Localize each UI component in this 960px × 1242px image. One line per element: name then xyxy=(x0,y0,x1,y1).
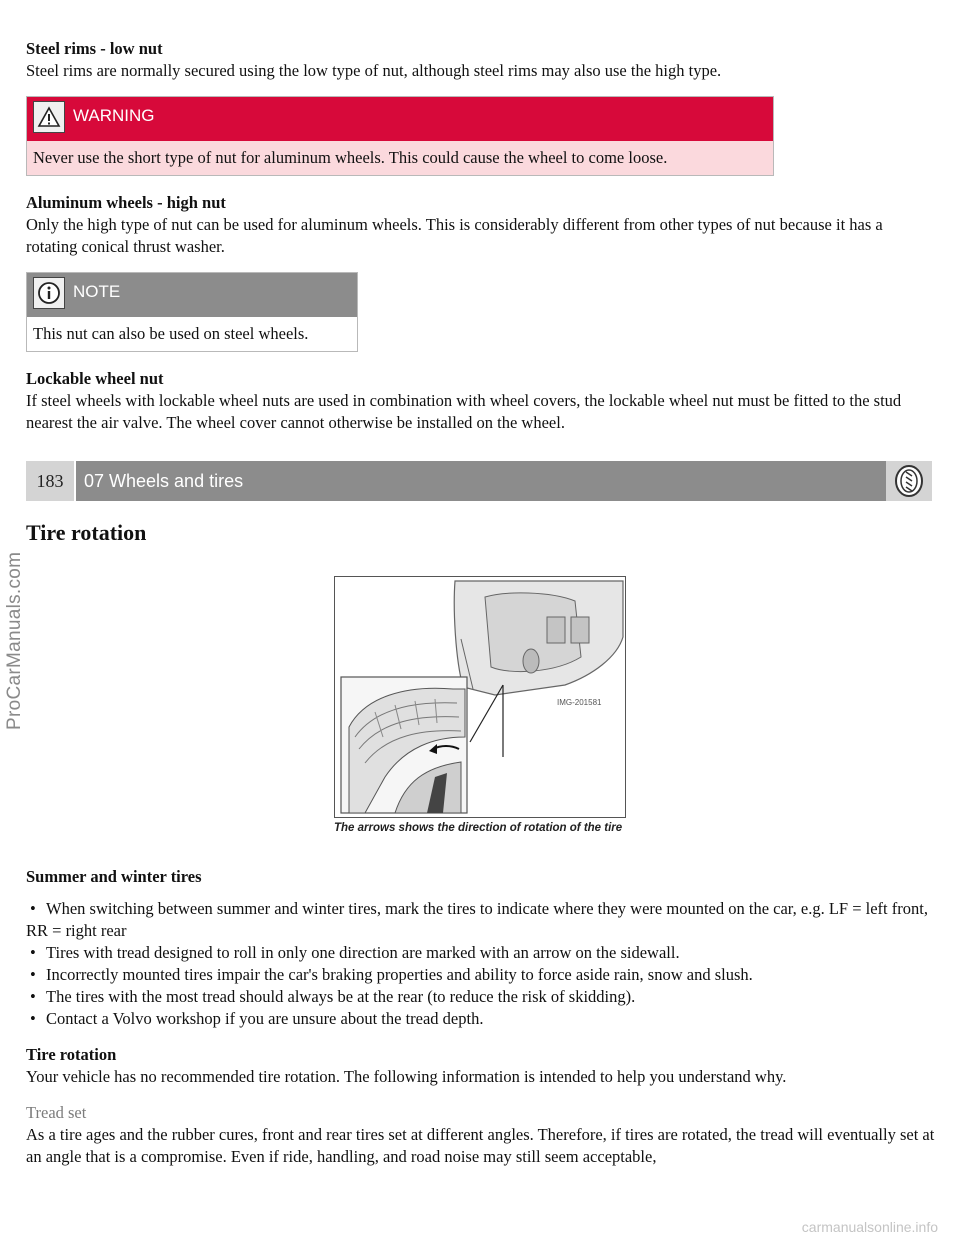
tread-set-heading: Tread set xyxy=(26,1103,87,1122)
note-body: This nut can also be used on steel wheels. xyxy=(27,317,357,351)
warning-header xyxy=(27,97,773,141)
chapter-header xyxy=(26,461,932,501)
list-item: • Incorrectly mounted tires impair the car's braking properties and ability to force aside rain, snow and slush. xyxy=(26,964,936,986)
section-title: Tire rotation xyxy=(26,520,147,545)
tread-set-text: As a tire ages and the rubber cures, front and rear tires set at different angles. Therefore, if tires are rotated, the tread will eventually set at an angle that is a compromise. Even if ride, handling, and road noise may still seem acceptable, xyxy=(26,1125,935,1166)
lower-content xyxy=(26,866,936,1168)
rotation-text: Your vehicle has no recommended tire rotation. The following information is intended to help you understand why. xyxy=(26,1067,787,1086)
tire-bullet-list xyxy=(26,898,936,1030)
list-item: • When switching between summer and winter tires, mark the tires to indicate where they were mounted on the car, e.g. LF = left front, RR = right rear xyxy=(26,898,936,942)
warning-box xyxy=(26,96,774,176)
note-header xyxy=(27,273,357,317)
lockable-section xyxy=(26,368,936,434)
lockable-heading: Lockable wheel nut xyxy=(26,369,164,388)
chapter-title: 07 Wheels and tires xyxy=(84,471,244,491)
aluminum-heading: Aluminum wheels - high nut xyxy=(26,193,226,212)
warning-triangle-icon xyxy=(33,101,65,133)
watermark: ProCarManuals.com xyxy=(4,551,25,730)
aluminum-section xyxy=(26,192,936,258)
lockable-text: If steel wheels with lockable wheel nuts are used in combination with wheel covers, the lockable wheel nut must be fitted to the stud nearest the air valve. The wheel cover cannot otherwise be installed on the wheel. xyxy=(26,391,902,432)
aluminum-text: Only the high type of nut can be used for aluminum wheels. This is considerably different from other types of nut because it has a rotating conical thrust washer. xyxy=(26,215,883,256)
figure-caption: The arrows shows the direction of rotation of the tire xyxy=(334,822,623,834)
rotation-section xyxy=(26,1044,936,1088)
list-item: • The tires with the most tread should always be at the rear (to reduce the risk of skidding). xyxy=(26,986,936,1008)
note-box xyxy=(26,272,358,352)
tread-set-section xyxy=(26,1102,936,1168)
info-icon xyxy=(33,277,65,309)
rotation-heading: Tire rotation xyxy=(26,1045,117,1064)
footer-site-mark: carmanualsonline.info xyxy=(801,1219,938,1235)
list-item: • Contact a Volvo workshop if you are unsure about the tread depth. xyxy=(26,1008,936,1030)
warning-body: Never use the short type of nut for aluminum wheels. This could cause the wheel to come loose. xyxy=(27,141,773,175)
list-item: • Tires with tread designed to roll in only one direction are marked with an arrow on the sidewall. xyxy=(26,942,936,964)
warning-label: WARNING xyxy=(73,106,155,125)
tire-rotation-figure xyxy=(334,576,626,835)
figure-frame xyxy=(334,576,626,818)
tire-tread-icon xyxy=(886,461,932,501)
figure-image-id: IMG-201581 xyxy=(557,698,602,707)
steel-rims-heading: Steel rims - low nut xyxy=(26,39,163,58)
steel-rims-section xyxy=(26,38,936,82)
steel-rims-text: Steel rims are normally secured using the low type of nut, although steel rims may also use the high type. xyxy=(26,61,722,80)
summer-winter-heading: Summer and winter tires xyxy=(26,867,202,886)
page-number: 183 xyxy=(26,461,76,501)
car-tire-illustration xyxy=(335,577,625,817)
top-content xyxy=(26,38,936,448)
note-label: NOTE xyxy=(73,282,121,301)
